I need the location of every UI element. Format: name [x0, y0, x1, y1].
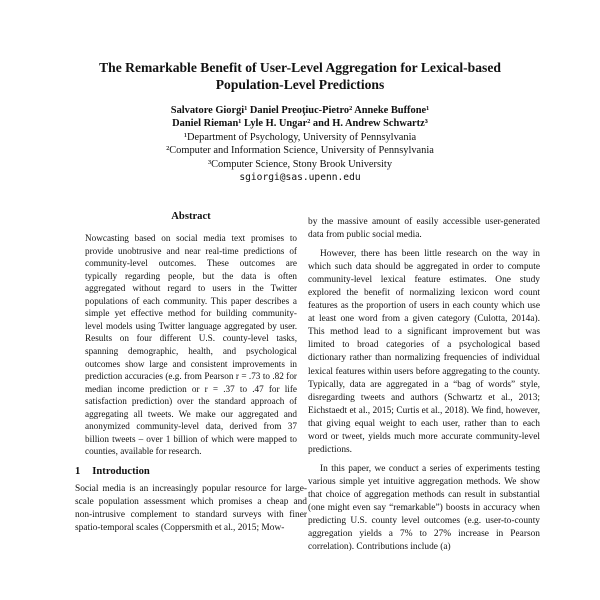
paper-title	[70, 59, 530, 93]
authors-line-2: Daniel Rieman¹ Lyle H. Ungar² and H. Andrew Schwartz³	[172, 118, 428, 130]
abstract-heading: Abstract	[171, 211, 211, 222]
right-column	[308, 216, 540, 560]
section-title: Introduction	[92, 465, 150, 477]
section-heading-introduction	[75, 465, 307, 478]
left-column	[75, 210, 307, 541]
affiliation-2: ²Computer and Information Science, University of Pennsylvania	[166, 145, 434, 157]
author-block	[60, 104, 540, 184]
intro-paragraph-2: However, there has been little research on the way in which such data should be aggregated in order to compute community-level lexical feature estimates. One study explored the benefit of normalizing lexicon word count features as the proportion of users in each county which use at least one word from a given category (Culotta, 2014a). This method lead to a significant improvement but was limited to broad categories of a psychological based dictionary rather than normalizing frequencies of individual lexical features within users before aggregating to the county. Typically, data are aggregated in a “bag of words” style, disregarding tweets and authors (Schwartz et al., 2013; Eichstaedt et al., 2015; Curtis et al., 2018). We find, however, that giving equal weight to each user, rather than to each word or tweet, yields much more accurate community-level predictions.	[308, 249, 540, 455]
intro-paragraph-3: In this paper, we conduct a series of experiments testing various simple yet intuitive aggregation methods. We show that choice of aggregation methods can result in substantial (one might even say “remarkable”) boosts in accuracy when predicting U.S. county level outcomes (e.g. user-to-county aggregation yields a 7% to 27% increase in Pearson correlation). Contributions include (a)	[308, 463, 540, 553]
affiliation-1: ¹Department of Psychology, University of Pennsylvania	[183, 131, 417, 143]
affiliation-3: ³Computer Science, Stony Brook University	[207, 158, 393, 170]
intro-paragraph-continued: by the massive amount of easily accessible user-generated data from public social media.	[308, 217, 540, 241]
section-number: 1	[75, 465, 81, 477]
author-email: sgiorgi@sas.upenn.edu	[239, 172, 361, 184]
intro-paragraph-left: Social media is an increasingly popular resource for large-scale population assessment which promises a cheap and non-intrusive complement to standard surveys with finer spatio-temporal scales (Coppersmith et al., 2015; Mow-	[75, 483, 307, 534]
authors-line-1: Salvatore Giorgi¹ Daniel Preoţiuc-Pietro² Anneke Buffone¹	[170, 105, 430, 116]
abstract-text: Nowcasting based on social media text promises to provide unobtrusive and near real-time predictions of community-level outcomes. These outcomes are typically regarding people, but the data is often aggregated without regard to users in the Twitter populations of each community. This paper describes a simple yet effective method for building community-level models using Twitter language aggregated by user. Results on four different U.S. county-level tasks, spanning demographic, health, and psychological outcomes show large and consistent improvements in prediction accuracies (e.g. from Pearson r = .73 to .82 for median income prediction or r = .37 to .47 for life satisfaction prediction) over the standard approach of aggregating all tweets. We make our aggregated and anonymized community-level data, derived from 37 billion tweets – over 1 billion of which were mapped to counties, available for research.	[85, 233, 297, 457]
title-line-2: Population-Level Predictions	[215, 77, 385, 92]
title-line-1: The Remarkable Benefit of User-Level Aggregation for Lexical-based	[99, 60, 501, 75]
